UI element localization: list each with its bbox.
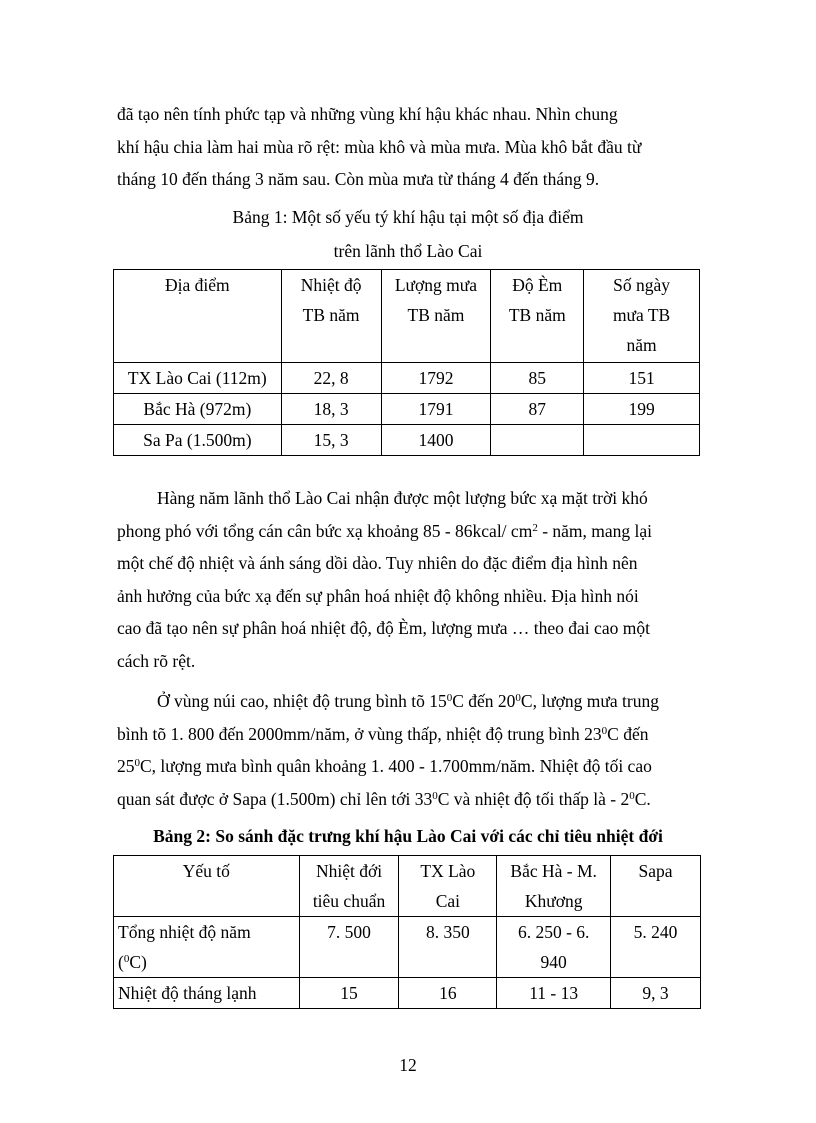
text-line: tháng 10 đến tháng 3 năm sau. Còn mùa mưa từ tháng 4 đến tháng 9. [117,169,600,189]
text-line: Ở vùng núi cao, nhiệt độ trung bình tõ $15^0C$ đến $20^0C$, lượng mưa trung [157,691,659,711]
table-cell: 15 [299,978,399,1009]
table-cell: 16 [399,978,497,1009]
table-cell: 22, 8 [281,363,381,394]
temperature-paragraph [117,685,697,815]
header-cell: Nhiệt độ TB năm [281,270,381,363]
table-cell: 87 [491,394,584,425]
table-cell: 5. 240 [611,917,701,978]
table-cell: 199 [584,394,700,425]
table-cell: 151 [584,363,700,394]
table-cell [491,425,584,456]
table-cell [584,425,700,456]
table-header-row [114,856,701,917]
table-header-row [114,270,700,363]
table-cell: 1400 [381,425,491,456]
header-cell: Địa điểm [114,270,282,363]
table-cell: 18, 3 [281,394,381,425]
table-cell: 11 - 13 [497,978,611,1009]
table-cell: Nhiệt độ tháng lạnh [114,978,300,1009]
text-line: ảnh hưởng của bức xạ đến sự phân hoá nhiệt độ không nhiều. Địa hình nói [117,585,639,606]
text-line: cao đã tạo nên sự phân hoá nhiệt độ, độ Èm, lượng mưa … theo đai cao một [117,618,650,638]
table-cell: TX Lào Cai (112m) [114,363,282,394]
text-line: một chế độ nhiệt và ánh sáng dồi dào. Tuy nhiên do đặc điểm địa hình nên [117,553,638,573]
text-line: cách rõ rệt. [117,650,196,671]
table-cell: Bắc Hà (972m) [114,394,282,425]
radiation-paragraph [117,482,697,677]
text-line: đã tạo nên tính phức tạp và những vùng khí hậu khác nhau. Nhìn chung [117,104,618,124]
header-cell: Độ Èm TB năm [491,270,584,363]
table-row [114,394,700,425]
table-row [114,978,701,1009]
table-cell: 1791 [381,394,491,425]
text-line: $25^0C$, lượng mưa bình quân khoảng 1. 400 - 1.700mm/năm. Nhiệt độ tối cao [117,756,652,776]
climate-table-1 [113,269,700,456]
header-cell: Sapa [611,856,701,917]
text-line: khí hậu chia làm hai mùa rõ rệt: mùa khô và mùa mưa. Mùa khô bắt đầu từ [117,136,642,157]
table1-caption-line2: trên lãnh thổ Lào Cai [333,241,483,261]
text-line: bình tõ 1. 800 đến 2000mm/năm, ở vùng thấp, nhiệt độ trung bình $23^0C$ đến [117,723,649,744]
table2-caption: Bảng 2: So sánh đặc trưng khí hậu Lào Cai với các chỉ tiêu nhiệt đới [153,826,663,846]
header-cell: Nhiệt đới tiêu chuẩn [299,856,399,917]
table-row [114,363,700,394]
text-line: quan sát được ở Sapa (1.500m) chỉ lên tới $33^0C$ và nhiệt độ tối thấp là - $2^0C$. [117,788,651,809]
text-line: Hàng năm lãnh thổ Lào Cai nhận được một lượng bức xạ mặt trời khó [157,488,648,508]
header-cell: Bắc Hà - M. Khương [497,856,611,917]
table-cell: 7. 500 [299,917,399,978]
text-line: phong phó với tổng cán cân bức xạ khoảng 85 - 86kcal/ $cm^2$ - năm, mang lại [117,520,653,541]
table-cell: Tổng nhiệt độ năm ($^0$C) [114,917,300,978]
table-cell: Sa Pa (1.500m) [114,425,282,456]
table1-caption: Bảng 1: Một số yếu tý khí hậu tại một số địa điểm [232,207,584,227]
intro-paragraph [117,98,697,196]
table-cell: 1792 [381,363,491,394]
header-cell: Yếu tố [114,856,300,917]
header-cell: TX Lào Cai [399,856,497,917]
page-number: 12 [399,1055,417,1075]
table-cell: 85 [491,363,584,394]
table-row [114,917,701,978]
table-cell: 9, 3 [611,978,701,1009]
table-cell: 6. 250 - 6. 940 [497,917,611,978]
table-cell: 15, 3 [281,425,381,456]
table-row [114,425,700,456]
header-cell: Số ngày mưa TB năm [584,270,700,363]
climate-table-2 [113,855,701,1009]
table-cell: 8. 350 [399,917,497,978]
header-cell: Lượng mưa TB năm [381,270,491,363]
